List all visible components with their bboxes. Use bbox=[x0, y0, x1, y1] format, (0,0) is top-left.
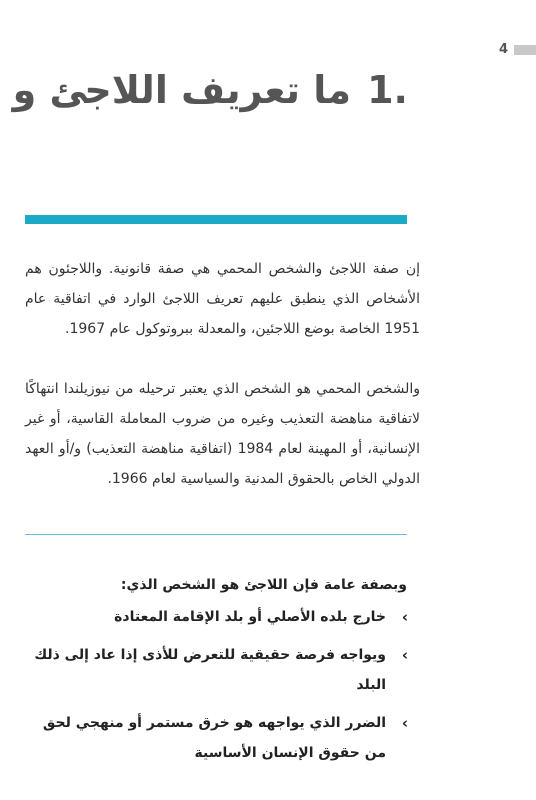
list-item bbox=[25, 708, 410, 768]
chevron-right-icon: › bbox=[401, 714, 409, 732]
list-item-text: خارج بلده الأصلي أو بلد الإقامة المعتادة bbox=[114, 609, 386, 625]
list-item-text: الضرر الذي يواجهه هو خرق مستمر أو منهجي لحق من حقوق الإنسان الأساسية bbox=[42, 715, 386, 761]
list-item bbox=[25, 640, 410, 700]
section-divider bbox=[25, 534, 407, 535]
list-item bbox=[25, 602, 410, 632]
list-intro: وبصفة عامة فإن اللاجئ هو الشخص الذي: bbox=[120, 577, 407, 593]
chevron-right-icon: › bbox=[401, 646, 409, 664]
chapter-number: 1. bbox=[367, 68, 408, 112]
paragraph-1-text: إن صفة اللاجئ والشخص المحمي هي صفة قانونية. واللاجئون هم الأشخاص الذي ينطبق عليهم تعريف اللاجئ الوارد في اتفاقية عام 1951 الخاصة بوضع اللاجئين، والمعدلة ببروتوكول عام 1967. bbox=[25, 261, 420, 337]
paragraph-2-text: والشخص المحمي هو الشخص الذي يعتبر ترحيله من نيوزيلندا انتهاكًا لاتفاقية مناهضة التعذيب وغيره من ضروب المعاملة القاسية، أو غير الإنسانية، أو المهينة لعام 1984 (اتفاقية مناهضة التعذيب) و/أو العهد الدولي الخاص بالحقوق المدنية والسياسية لعام 1966. bbox=[25, 381, 421, 487]
chevron-right-icon: › bbox=[401, 608, 409, 626]
chapter-heading bbox=[0, 50, 536, 130]
list-item-text: ويواجه فرصة حقيقية للتعرض للأذى إذا عاد إلى ذلك البلد bbox=[34, 647, 386, 693]
chapter-title bbox=[13, 60, 351, 120]
paragraph-2 bbox=[25, 374, 420, 494]
page-number: 4 bbox=[498, 42, 508, 57]
criteria-list bbox=[25, 602, 410, 776]
accent-bar bbox=[25, 215, 407, 224]
chapter-title-text: ما تعريف اللاجئ و bbox=[12, 68, 351, 112]
paragraph-1 bbox=[25, 254, 420, 344]
